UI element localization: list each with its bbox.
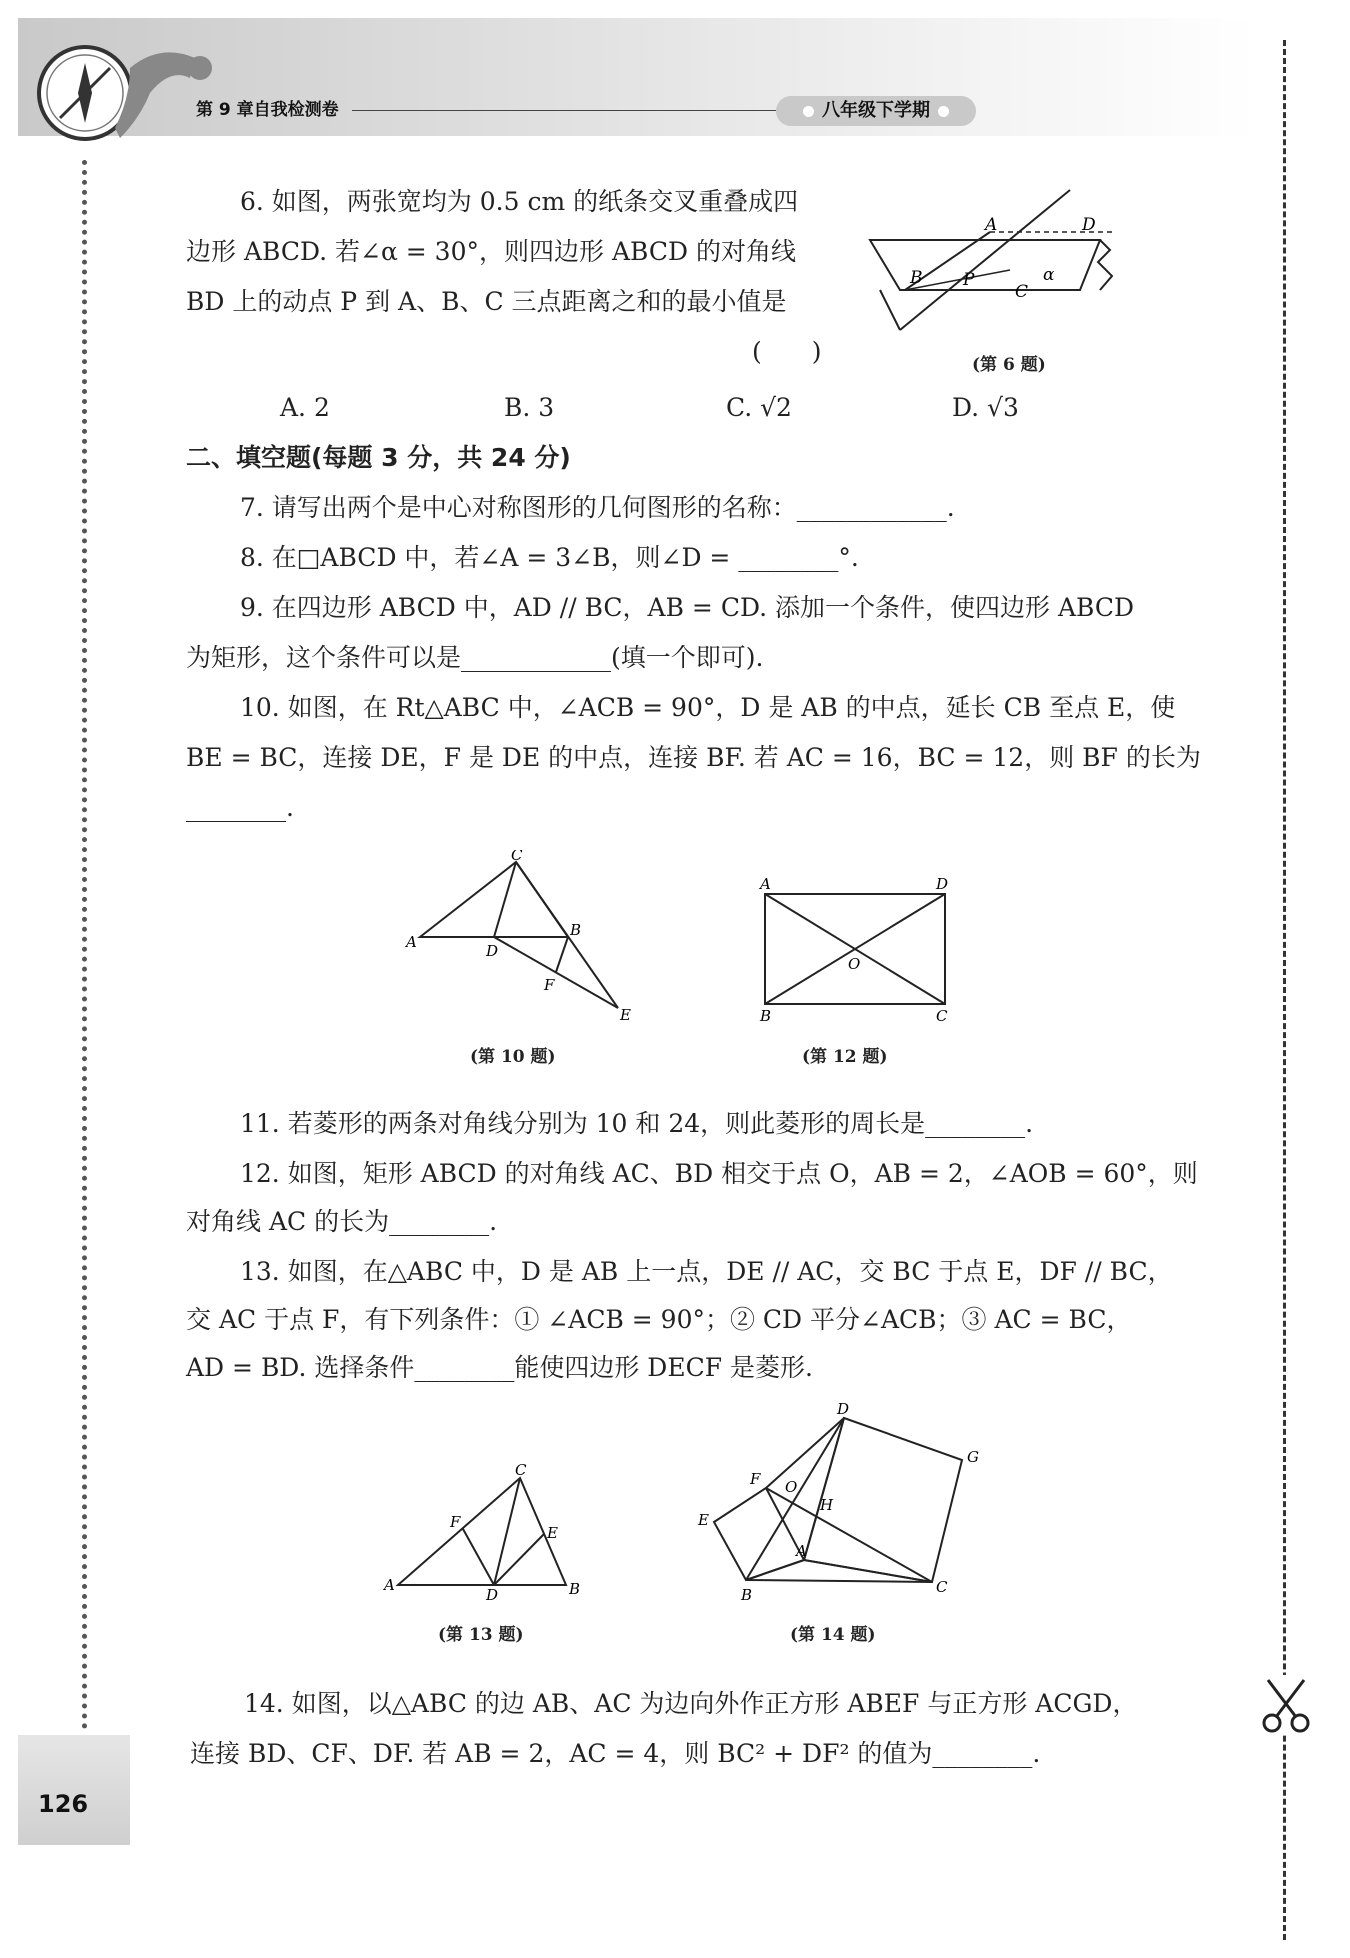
fig12-label-B: B	[760, 1007, 772, 1024]
q6-option-b: B. 3	[504, 393, 555, 422]
fig6-label-D: D	[1082, 215, 1096, 235]
q8-text: 8. 在□ABCD 中，若∠A = 3∠B，则∠D = ________°.	[240, 543, 859, 572]
q13-line1: 13. 如图，在△ABC 中，D 是 AB 上一点，DE // AC，交 BC 于点 E，DF // BC，	[240, 1257, 1173, 1286]
q14-line1: 14. 如图，以△ABC 的边 AB、AC 为边向外作正方形 ABEF 与正方形 ACGD，	[244, 1689, 1138, 1718]
page-number: 126	[38, 1790, 89, 1818]
scissors-icon	[1258, 1675, 1314, 1735]
binding-dots	[82, 160, 87, 1730]
q14-line2: 连接 BD、CF、DF. 若 AB = 2，AC = 4，则 BC² + DF² 的值为________.	[190, 1739, 1041, 1768]
fig6-label-A: A	[985, 215, 998, 235]
q6-line1: 6. 如图，两张宽均为 0.5 cm 的纸条交叉重叠成四	[240, 187, 799, 216]
q6-answer-blank: ( )	[752, 337, 822, 366]
fig13-label-C: C	[515, 1461, 527, 1479]
fig14-label-O: O	[785, 1478, 798, 1496]
fig10-label-F: F	[544, 976, 555, 994]
q10-line3: ________.	[186, 793, 294, 822]
q12-line2: 对角线 AC 的长为________.	[186, 1207, 498, 1236]
fig14-label-F: F	[750, 1470, 761, 1488]
figure-14	[684, 1400, 994, 1610]
fig12-label-A: A	[760, 875, 771, 893]
chapter-title: 第 9 章自我检测卷	[196, 100, 339, 120]
fig12-label-C: C	[936, 1007, 948, 1024]
figure-12	[750, 874, 970, 1024]
q7-text: 7. 请写出两个是中心对称图形的几何图形的名称：____________.	[240, 493, 955, 522]
q11-text: 11. 若菱形的两条对角线分别为 10 和 24，则此菱形的周长是________.	[240, 1109, 1034, 1138]
fig10-label-C: C	[511, 850, 523, 864]
fig6-caption: (第 6 题)	[972, 355, 1046, 375]
fig10-caption: (第 10 题)	[470, 1047, 556, 1067]
fig10-label-D: D	[486, 942, 499, 960]
figure-6	[860, 180, 1160, 340]
fig14-label-B: B	[741, 1586, 753, 1604]
fig10-label-A: A	[406, 933, 417, 951]
q9-line1: 9. 在四边形 ABCD 中，AD // BC，AB = CD. 添加一个条件，使四边形 ABCD	[240, 593, 1135, 622]
figure-10	[398, 850, 658, 1030]
q6-option-c: C. √2	[726, 393, 792, 422]
q10-line2: BE = BC，连接 DE，F 是 DE 的中点，连接 BF. 若 AC = 16，BC = 12，则 BF 的长为	[186, 743, 1201, 772]
fig13-caption: (第 13 题)	[438, 1625, 524, 1645]
compass-logo-icon	[30, 38, 230, 148]
section-title-fill-in: 二、填空题(每题 3 分，共 24 分)	[186, 443, 571, 472]
fig6-label-C: C	[1015, 282, 1029, 302]
fig13-label-A: A	[384, 1576, 395, 1594]
fig12-label-O: O	[848, 955, 861, 973]
fig13-label-F: F	[450, 1513, 461, 1531]
q10-line1: 10. 如图，在 Rt△ABC 中，∠ACB = 90°，D 是 AB 的中点，延长 CB 至点 E，使	[240, 693, 1176, 722]
fig6-label-B: B	[910, 268, 923, 288]
grade-badge	[776, 96, 976, 126]
fig12-caption: (第 12 题)	[802, 1047, 888, 1067]
figure-13	[378, 1460, 598, 1610]
fig13-label-D: D	[486, 1586, 499, 1604]
fig13-label-B: B	[569, 1580, 581, 1598]
fig14-label-G: G	[967, 1448, 979, 1466]
grade-label: 八年级下学期	[822, 100, 930, 121]
fig6-label-P: P	[963, 270, 975, 290]
q9-line2: 为矩形，这个条件可以是____________(填一个即可).	[186, 643, 764, 672]
fig10-label-B: B	[570, 921, 582, 939]
fig14-label-E: E	[698, 1511, 709, 1529]
q6-line3: BD 上的动点 P 到 A、B、C 三点距离之和的最小值是	[186, 287, 787, 316]
q6-line2: 边形 ABCD. 若∠α = 30°，则四边形 ABCD 的对角线	[186, 237, 796, 266]
fig14-caption: (第 14 题)	[790, 1625, 876, 1645]
fig12-label-D: D	[936, 875, 949, 893]
cut-line	[1283, 40, 1286, 1940]
q13-line3: AD = BD. 选择条件________能使四边形 DECF 是菱形.	[186, 1353, 813, 1382]
fig10-label-E: E	[620, 1006, 631, 1024]
fig6-label-alpha: α	[1043, 265, 1055, 285]
fig14-label-A: A	[796, 1542, 807, 1560]
q6-option-d: D. √3	[952, 393, 1019, 422]
fig14-label-H: H	[820, 1496, 834, 1514]
header-rule	[352, 110, 782, 111]
q6-option-a: A. 2	[280, 393, 330, 422]
fig13-label-E: E	[547, 1524, 558, 1542]
fig14-label-D: D	[837, 1400, 850, 1418]
fig14-label-C: C	[936, 1578, 948, 1596]
q12-line1: 12. 如图，矩形 ABCD 的对角线 AC、BD 相交于点 O，AB = 2，∠AOB = 60°，则	[240, 1159, 1198, 1188]
q13-line2: 交 AC 于点 F，有下列条件：① ∠ACB = 90°；② CD 平分∠ACB；③ AC = BC，	[186, 1305, 1132, 1334]
